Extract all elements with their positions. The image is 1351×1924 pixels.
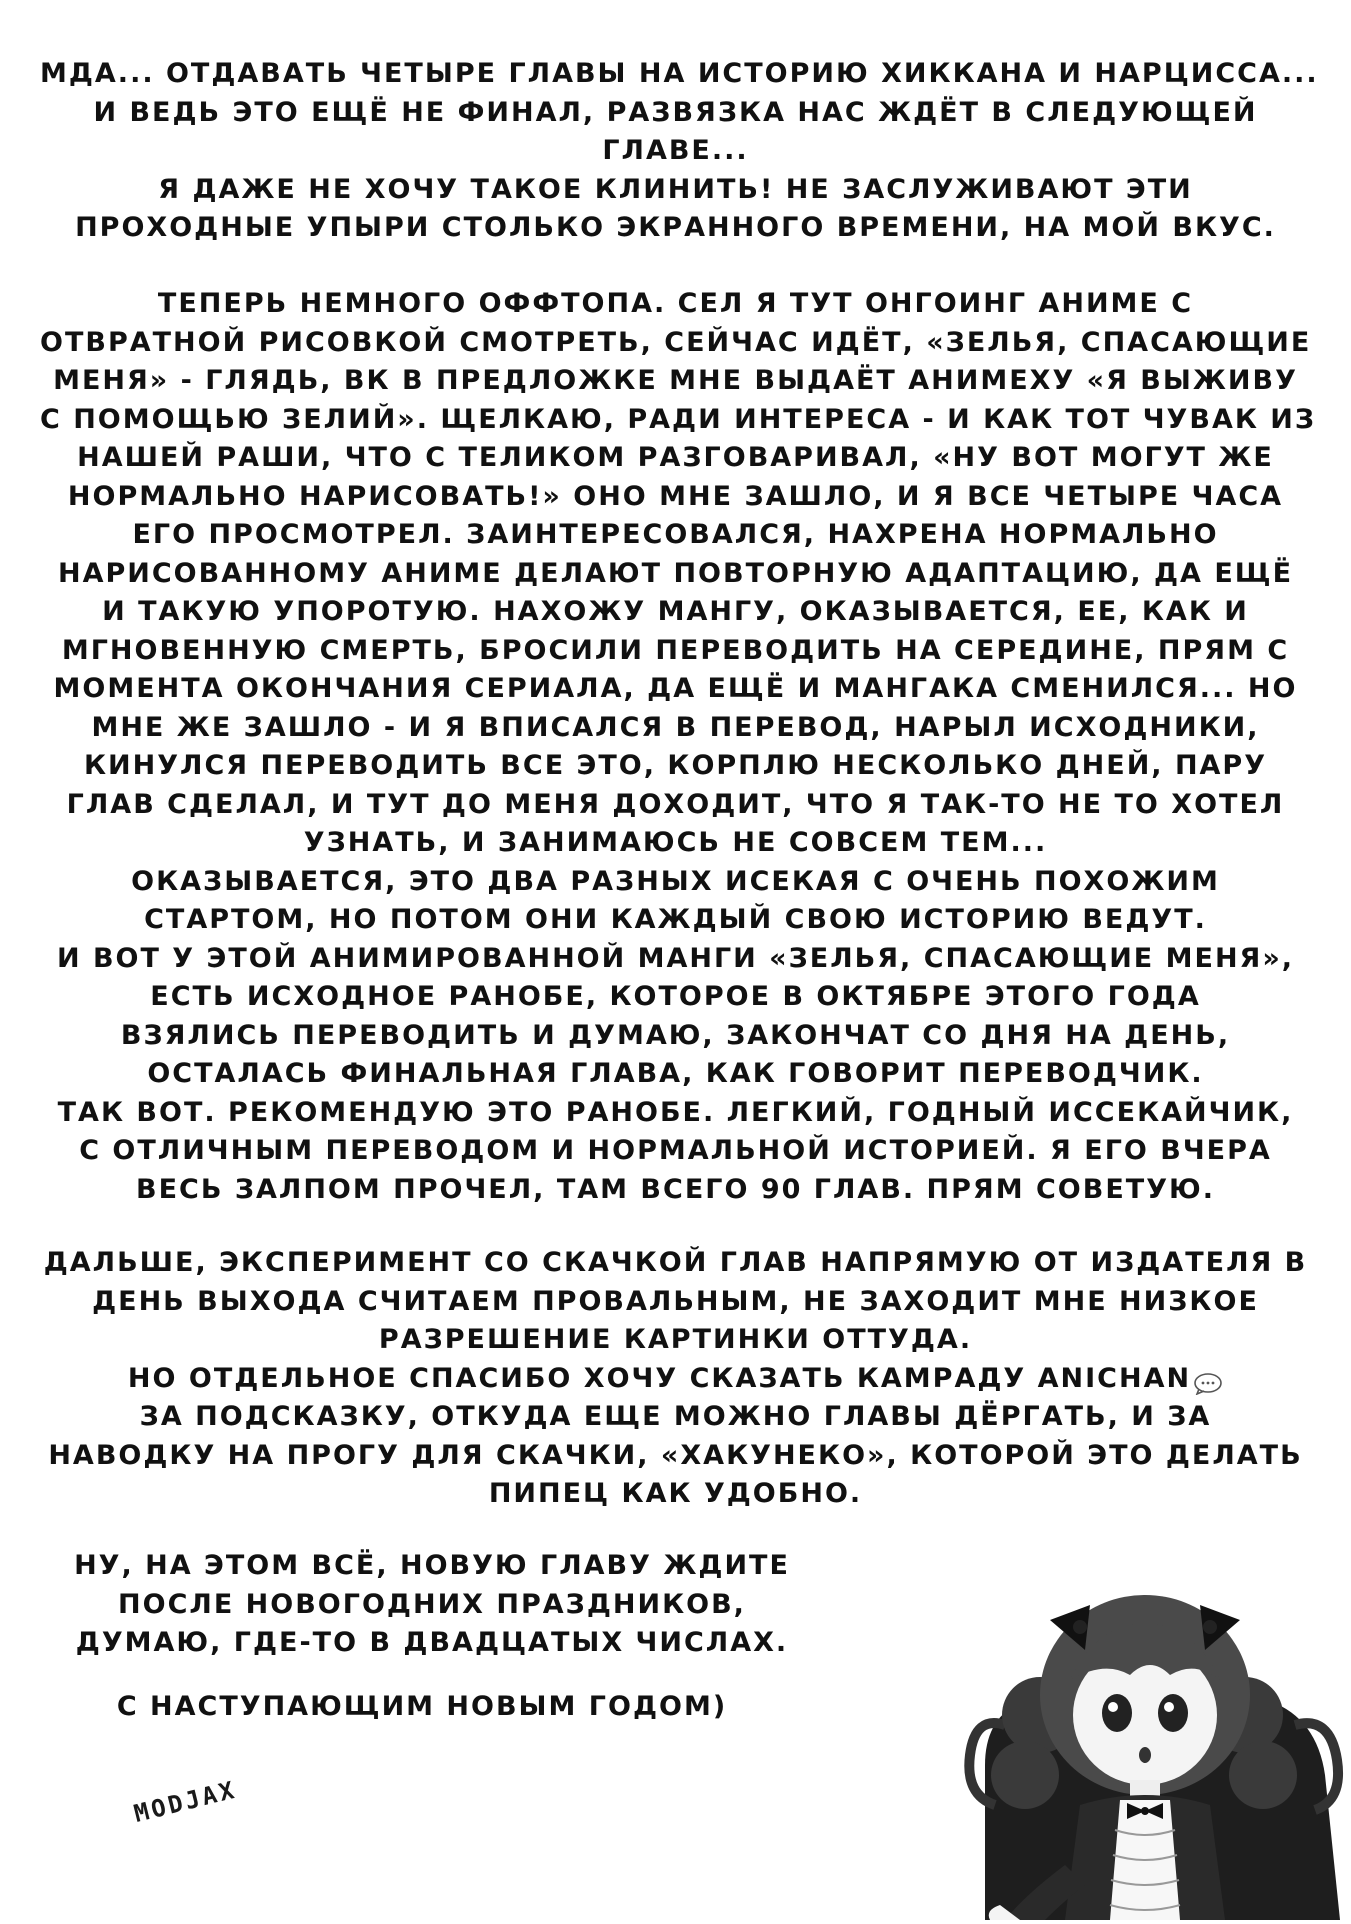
- text-line: ПОСЛЕ НОВОГОДНИХ ПРАЗДНИКОВ,: [118, 1588, 746, 1620]
- paragraph-closing: [52, 1547, 812, 1663]
- text-line: УЗНАТЬ, И ЗАНИМАЮСЬ НЕ СОВСЕМ ТЕМ...: [303, 827, 1048, 858]
- text-line: ОТВРАТНОЙ РИСОВКОЙ СМОТРЕТЬ, СЕЙЧАС ИДЁТ, «ЗЕЛЬЯ, СПАСАЮЩИЕ: [40, 326, 1312, 358]
- text-line: ДУМАЮ, ГДЕ-ТО В ДВАДЦАТЫХ ЧИСЛАХ.: [75, 1627, 789, 1658]
- text-line: ВЗЯЛИСЬ ПЕРЕВОДИТЬ И ДУМАЮ, ЗАКОНЧАТ СО ДНЯ НА ДЕНЬ,: [120, 1019, 1231, 1051]
- text-line: ТЕПЕРЬ НЕМНОГО ОФФТОПА. СЕЛ Я ТУТ ОНГОИНГ АНИМЕ С: [157, 288, 1194, 319]
- text-line: ГЛАВ СДЕЛАЛ, И ТУТ ДО МЕНЯ ДОХОДИТ, ЧТО Я ТАК-ТО НЕ ТО ХОТЕЛ: [66, 788, 1285, 820]
- text-line: И ВОТ У ЭТОЙ АНИМИРОВАННОЙ МАНГИ «ЗЕЛЬЯ, СПАСАЮЩИЕ МЕНЯ»,: [56, 942, 1295, 974]
- text-line: ОСТАЛАСЬ ФИНАЛЬНАЯ ГЛАВА, КАК ГОВОРИТ ПЕРЕВОДЧИК.: [147, 1058, 1204, 1089]
- text-line: ПРОХОДНЫЕ УПЫРИ СТОЛЬКО ЭКРАННОГО ВРЕМЕНИ, НА МОЙ ВКУС.: [75, 212, 1276, 243]
- text-line: МЕНЯ» - ГЛЯДЬ, ВК В ПРЕДЛОЖКЕ МНЕ ВЫДАЁТ АНИМЕХУ «Я ВЫЖИВУ: [53, 365, 1298, 396]
- chat-bubble-icon: [1193, 1368, 1223, 1390]
- paragraph-offtopic: [40, 285, 1317, 1209]
- paragraph-experiment: [40, 1244, 1311, 1514]
- text-line: ДЕНЬ ВЫХОДА СЧИТАЕМ ПРОВАЛЬНЫМ, НЕ ЗАХОДИТ МНЕ НИЗКОЕ: [92, 1285, 1259, 1317]
- signature: MODJAX: [131, 1775, 240, 1828]
- greeting: [92, 1688, 752, 1727]
- text-line: С ОТЛИЧНЫМ ПЕРЕВОДОМ И НОРМАЛЬНОЙ ИСТОРИЕЙ. Я ЕГО ВЧЕРА: [79, 1135, 1272, 1166]
- text-line: ОКАЗЫВАЕТСЯ, ЭТО ДВА РАЗНЫХ ИСЕКАЯ С ОЧЕНЬ ПОХОЖИМ: [131, 865, 1220, 897]
- thanks-text: НО ОТДЕЛЬНОЕ СПАСИБО ХОЧУ СКАЗАТЬ КАМРАДУ ANICHAN: [127, 1362, 1192, 1394]
- text-line: НАВОДКУ НА ПРОГУ ДЛЯ СКАЧКИ, «ХАКУНЕКО», КОТОРОЙ ЭТО ДЕЛАТЬ: [48, 1439, 1303, 1471]
- text-line: МНЕ ЖЕ ЗАШЛО - И Я ВПИСАЛСЯ В ПЕРЕВОД, НАРЫЛ ИСХОДНИКИ,: [91, 711, 1260, 743]
- greeting-text: С НАСТУПАЮЩИМ НОВЫМ ГОДОМ): [116, 1691, 728, 1722]
- text-line: И ТАКУЮ УПОРОТУЮ. НАХОЖУ МАНГУ, ОКАЗЫВАЕТСЯ, ЕЕ, КАК И: [102, 596, 1249, 627]
- text-line: СТАРТОМ, НО ПОТОМ ОНИ КАЖДЫЙ СВОЮ ИСТОРИЮ ВЕДУТ.: [144, 904, 1207, 935]
- text-line: ЕГО ПРОСМОТРЕЛ. ЗАИНТЕРЕСОВАЛСЯ, НАХРЕНА НОРМАЛЬНО: [132, 519, 1219, 550]
- text-line: КИНУЛСЯ ПЕРЕВОДИТЬ ВСЕ ЭТО, КОРПЛЮ НЕСКОЛЬКО ДНЕЙ, ПАРУ: [83, 750, 1268, 781]
- text-line: НАШЕЙ РАШИ, ЧТО С ТЕЛИКОМ РАЗГОВАРИВАЛ, «НУ ВОТ МОГУТ ЖЕ: [77, 442, 1274, 473]
- text-line: НУ, НА ЭТОМ ВСЁ, НОВУЮ ГЛАВУ ЖДИТЕ: [74, 1550, 790, 1581]
- text-line: ГЛАВЕ...: [602, 135, 749, 166]
- text-line: НАРИСОВАННОМУ АНИМЕ ДЕЛАЮТ ПОВТОРНУЮ АДАПТАЦИЮ, ДА ЕЩЁ: [57, 557, 1294, 589]
- text-line: МОМЕНТА ОКОНЧАНИЯ СЕРИАЛА, ДА ЕЩЁ И МАНГАКА СМЕНИЛСЯ... НО: [53, 673, 1298, 704]
- text-line: НОРМАЛЬНО НАРИСОВАТЬ!» ОНО МНЕ ЗАШЛО, И Я ВСЕ ЧЕТЫРЕ ЧАСА: [67, 480, 1284, 512]
- paragraph-intro: [40, 55, 1319, 248]
- text-line: Я ДАЖЕ НЕ ХОЧУ ТАКОЕ КЛИНИТЬ! НЕ ЗАСЛУЖИВАЮТ ЭТИ: [158, 173, 1193, 205]
- text-line: ВЕСЬ ЗАЛПОМ ПРОЧЕЛ, ТАМ ВСЕГО 90 ГЛАВ. ПРЯМ СОВЕТУЮ.: [136, 1173, 1215, 1205]
- text-line: ДАЛЬШЕ, ЭКСПЕРИМЕНТ СО СКАЧКОЙ ГЛАВ НАПРЯМУЮ ОТ ИЗДАТЕЛЯ В: [43, 1247, 1308, 1278]
- text-line: С ПОМОЩЬЮ ЗЕЛИЙ». ЩЕЛКАЮ, РАДИ ИНТЕРЕСА - И КАК ТОТ ЧУВАК ИЗ: [40, 403, 1317, 435]
- text-line: ЕСТЬ ИСХОДНОЕ РАНОБЕ, КОТОРОЕ В ОКТЯБРЕ ЭТОГО ГОДА: [150, 981, 1201, 1012]
- text-line: МГНОВЕННУЮ СМЕРТЬ, БРОСИЛИ ПЕРЕВОДИТЬ НА СЕРЕДИНЕ, ПРЯМ С: [61, 634, 1290, 666]
- thanks-line: [40, 1360, 1311, 1399]
- text-line: ПИПЕЦ КАК УДОБНО.: [488, 1478, 863, 1509]
- text-line: РАЗРЕШЕНИЕ КАРТИНКИ ОТТУДА.: [378, 1324, 973, 1355]
- text-line: И ВЕДЬ ЭТО ЕЩЁ НЕ ФИНАЛ, РАЗВЯЗКА НАС ЖДЁТ В СЛЕДУЮЩЕЙ: [93, 96, 1258, 128]
- text-line: ТАК ВОТ. РЕКОМЕНДУЮ ЭТО РАНОБЕ. ЛЕГКИЙ, ГОДНЫЙ ИССЕКАЙЧИК,: [57, 1096, 1294, 1128]
- anime-girl-illustration: [945, 1565, 1345, 1920]
- text-line: ЗА ПОДСКАЗКУ, ОТКУДА ЕЩЕ МОЖНО ГЛАВЫ ДЁРГАТЬ, И ЗА: [139, 1401, 1212, 1432]
- text-line: МДА... ОТДАВАТЬ ЧЕТЫРЕ ГЛАВЫ НА ИСТОРИЮ ХИККАНА И НАРЦИССА...: [40, 58, 1319, 89]
